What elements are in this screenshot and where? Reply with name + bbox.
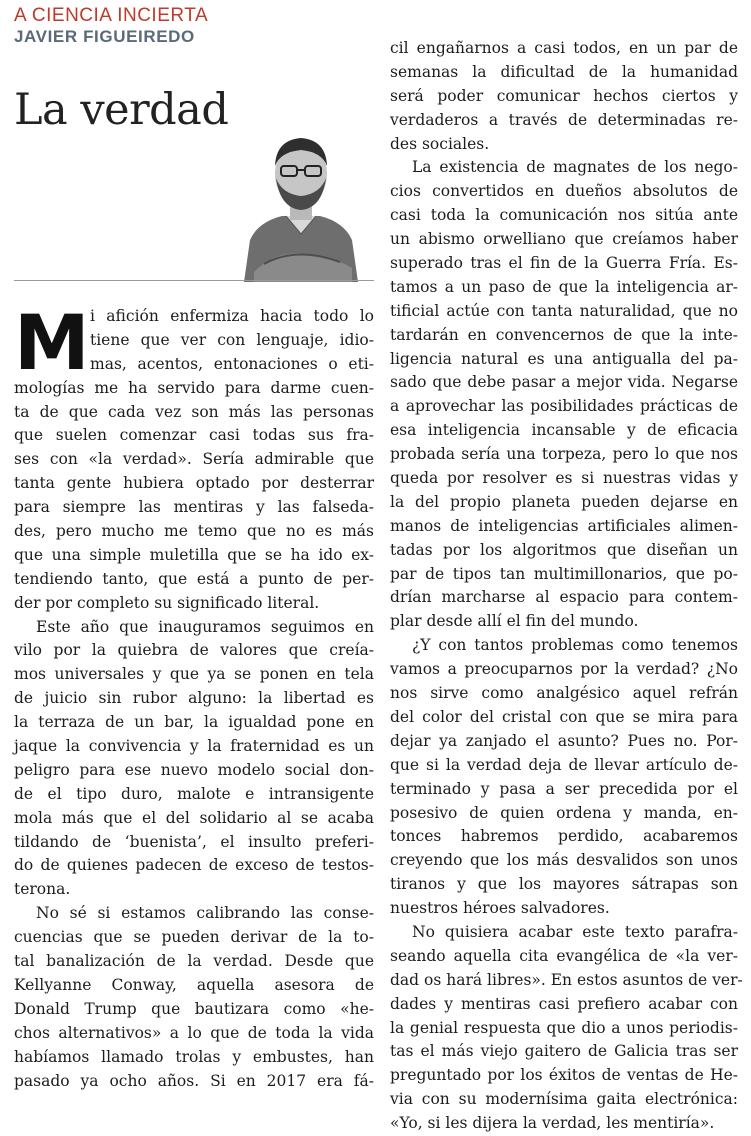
text-line: ta de que cada vez son más las personas [14,402,374,421]
drop-cap: M [14,298,90,387]
text-line: «Yo, si les dijera la verdad, les mentiría». [390,1114,715,1133]
text-line: la terraza de un bar, la igualdad pone en [14,713,374,732]
text-line: nuestros héroes salvadores. [390,899,610,918]
text-line: creyendo que los más desvalidos son unos [390,851,738,870]
text-line: peligro para ese nuevo modelo social don- [14,760,374,779]
text-line: tas el más viejo gaitero de Galicia tras ser [390,1042,738,1061]
text-line: la genial respuesta que dio a unos periodis- [390,1018,738,1037]
text-line: cios convertidos en dueños absolutos de [390,182,738,201]
text-line: ¿Y con tantos problemas como tenemos [412,636,738,655]
section-label: A CIENCIA INCIERTA [14,5,209,26]
text-line: Donald Trump que bautizara como «he- [14,999,374,1018]
text-line: dad os hará libres». En estos asuntos de ver- [390,970,743,989]
text-line: habíamos llamado trolas y embustes, han [14,1047,374,1066]
text-line: será poder comunicar hechos ciertos y [390,86,738,105]
article-headline: La verdad [14,85,229,135]
author-name: JAVIER FIGUEIREDO [14,27,195,46]
text-line: jaque la convivencia y la fraternidad es un [14,737,374,756]
text-line: ligencia natural es una antigualla del pa- [390,349,738,368]
text-line: mologías me ha servido para darme cuen- [14,378,374,397]
text-line: a aprovechar las posibilidades prácticas de [390,397,738,416]
text-line: tamos a un paso de que la inteligencia ar- [390,277,738,296]
text-line: der por completo su significado literal. [14,593,320,612]
text-line: que suelen comenzar casi todas sus fra- [14,426,374,445]
text-line: sado que debe pasar a mejor vida. Negarse [390,373,738,392]
header-divider [14,280,374,281]
text-line: que una simple muletilla que se ha ido ex- [14,545,374,564]
text-line: No sé si estamos calibrando las conse- [36,904,374,923]
text-line: de el tipo duro, malote e intransigente [14,784,374,803]
text-line: vilo por la quiebra de valores que creía- [14,641,374,660]
text-line: La existencia de magnates de los nego- [412,158,738,177]
text-line: tendiendo tanto, que está a punto de per- [14,569,374,588]
text-line: posesivo de quien ordena y manda, en- [390,803,738,822]
text-line: pasado ya ocho años. Si en 2017 era fá- [14,1071,374,1090]
text-line: tal banalización de la verdad. Desde que [14,952,374,971]
text-line: vamos a preocuparnos por la verdad? ¿No [390,660,738,679]
text-line: para siempre las mentiras y las falseda- [14,498,374,517]
text-line: probada sería una torpeza, pero lo que nos [390,445,738,464]
text-line: terona. [14,880,71,899]
text-line: verdaderos a través de determinadas re- [390,110,738,129]
text-line: par de tipos tan multimillonarios, que po- [390,564,738,583]
text-line: i afición enfermiza hacia todo lo [90,307,374,325]
text-line: tificial actúe con tanta naturalidad, que no [390,301,738,320]
text-line: preguntado por los éxitos de ventas de He- [390,1066,738,1085]
text-line: casi toda la comunicación nos sitúa ante [390,206,738,225]
author-portrait [236,122,366,282]
text-line: dades y mentiras casi prefiero acabar con [390,994,738,1013]
text-line: la del propio planeta pueden dejarse en [390,492,738,511]
text-line: tiranos y que los mayores sátrapas son [390,875,738,894]
text-line: tardarán en convencernos de que la inte- [390,325,738,344]
text-line: cuencias que se pueden derivar de la to- [14,928,374,947]
text-line: terminado y pasa a ser precedida por el [390,779,738,798]
text-line: do de quienes padecen de exceso de testos- [14,856,374,875]
text-line: tiene que ver con lenguaje, idio- [90,330,374,349]
text-line: tanta gente hubiera optado por desterrar [14,474,374,493]
article-column-left [14,298,374,1093]
article-column-right [390,37,743,1136]
text-line: des, pero mucho me temo que no es más [14,522,374,541]
text-line: dejar ya zanjado el asunto? Pues no. Por- [390,731,738,750]
text-line: que si la verdad deja de llevar artículo de- [390,755,738,774]
text-line: tadas por los algoritmos que diseñan un [390,540,738,559]
text-line: esa inteligencia incansable y de eficacia [390,421,738,440]
text-line: mas, acentos, entonaciones o eti- [90,354,374,373]
text-line: ses con «la verdad». Sería admirable que [14,450,374,469]
text-line: drían marcharse al espacio para contem- [390,588,738,607]
text-line: Este año que inauguramos seguimos en [36,617,374,636]
text-line: via con su modernísima gaita electrónica: [390,1090,738,1109]
text-line: tildando de ‘buenista’, el insulto preferi- [14,832,374,851]
text-line: No quisiera acabar este texto parafra- [412,922,738,941]
text-line: mos universales y que ya se ponen en tela [14,665,374,684]
text-line: Kellyanne Conway, aquella asesora de [14,975,374,994]
text-line: chos alternativos» a lo que de toda la vida [14,1023,374,1042]
text-line: queda por resolver es si nuestras vidas y [390,469,738,488]
text-line: manos de inteligencias artificiales alimen- [390,516,738,535]
text-line: cil engañarnos a casi todos, en un par de [390,39,738,57]
text-line: des sociales. [390,134,490,153]
text-line: del color del cristal con que se mira para [390,707,738,726]
text-line: mola más que el del solidario al se acaba [14,808,374,827]
text-line: nos sirve como analgésico aquel refrán [390,684,738,703]
text-line: superado tras el fin de la Guerra Fría. Es- [390,254,738,273]
text-line: seando aquella cita evangélica de «la ver- [390,946,738,965]
text-line: tonces habremos perdido, acabaremos [390,827,738,846]
text-line: de juicio sin rubor alguno: la libertad es [14,689,374,708]
text-line: plar desde allí el fin del mundo. [390,612,639,631]
text-line: semanas la dificultad de la humanidad [390,62,738,81]
text-line: un abismo orwelliano que creíamos haber [390,230,738,249]
